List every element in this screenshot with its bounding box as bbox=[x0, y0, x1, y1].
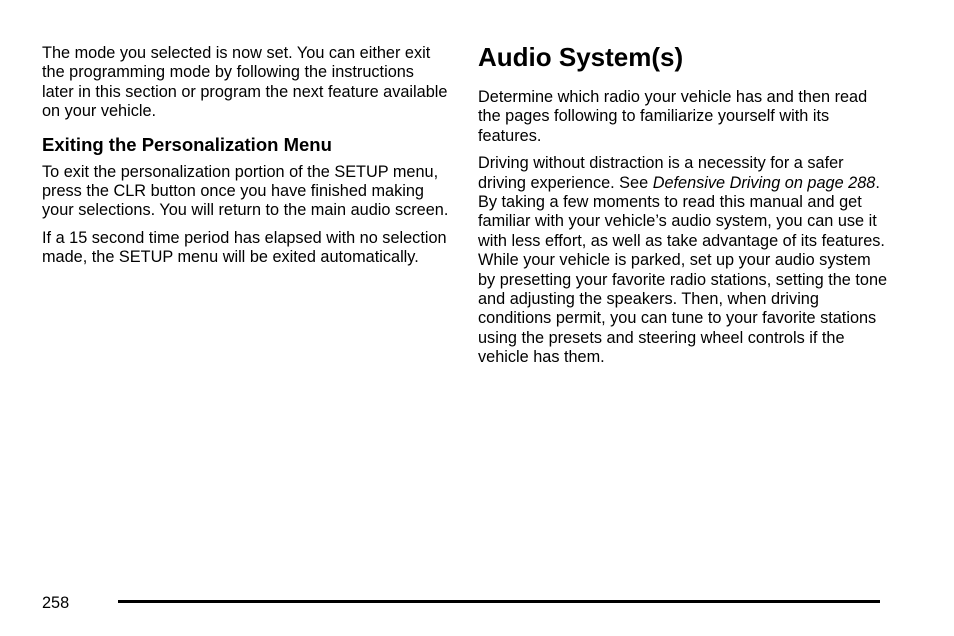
cross-reference-link[interactable]: Defensive Driving on page 288 bbox=[652, 173, 876, 192]
timeout-paragraph: If a 15 second time period has elapsed with no selection made, the SETUP menu will be exited automatically. bbox=[42, 228, 447, 267]
footer-divider bbox=[118, 600, 880, 603]
page-number: 258 bbox=[42, 594, 70, 612]
page-title: Audio System(s) bbox=[478, 42, 684, 72]
driving-text-end: . By taking a few moments to read this manual and get familiar with your vehicle’s audio system, you can use it with less effort, as well as take advantage of its features. While your vehicle is parked, set up your audio system by presetting your favorite radio stations, setting the tone and adjusting the speakers. Then, when driving conditions permit, you can tune to your favorite stations using the presets and steering wheel controls if the vehicle has them. bbox=[478, 173, 888, 367]
determine-radio-paragraph: Determine which radio your vehicle has and then read the pages following to familiarize yourself with its features. bbox=[478, 88, 868, 145]
driving-text-start: Driving without distraction is a necessity for a safer driving experience. See bbox=[478, 154, 844, 192]
left-column bbox=[42, 44, 450, 276]
driving-distraction-paragraph bbox=[478, 154, 890, 367]
right-column bbox=[478, 40, 890, 376]
exit-instructions-paragraph: To exit the personalization portion of the SETUP menu, press the CLR button once you have finished making your selections. You will return to the main audio screen. bbox=[42, 162, 449, 220]
intro-paragraph: The mode you selected is now set. You can either exit the programming mode by following the instructions later in this section or program the next feature available on your vehicle. bbox=[42, 44, 448, 121]
section-heading: Exiting the Personalization Menu bbox=[42, 133, 332, 155]
